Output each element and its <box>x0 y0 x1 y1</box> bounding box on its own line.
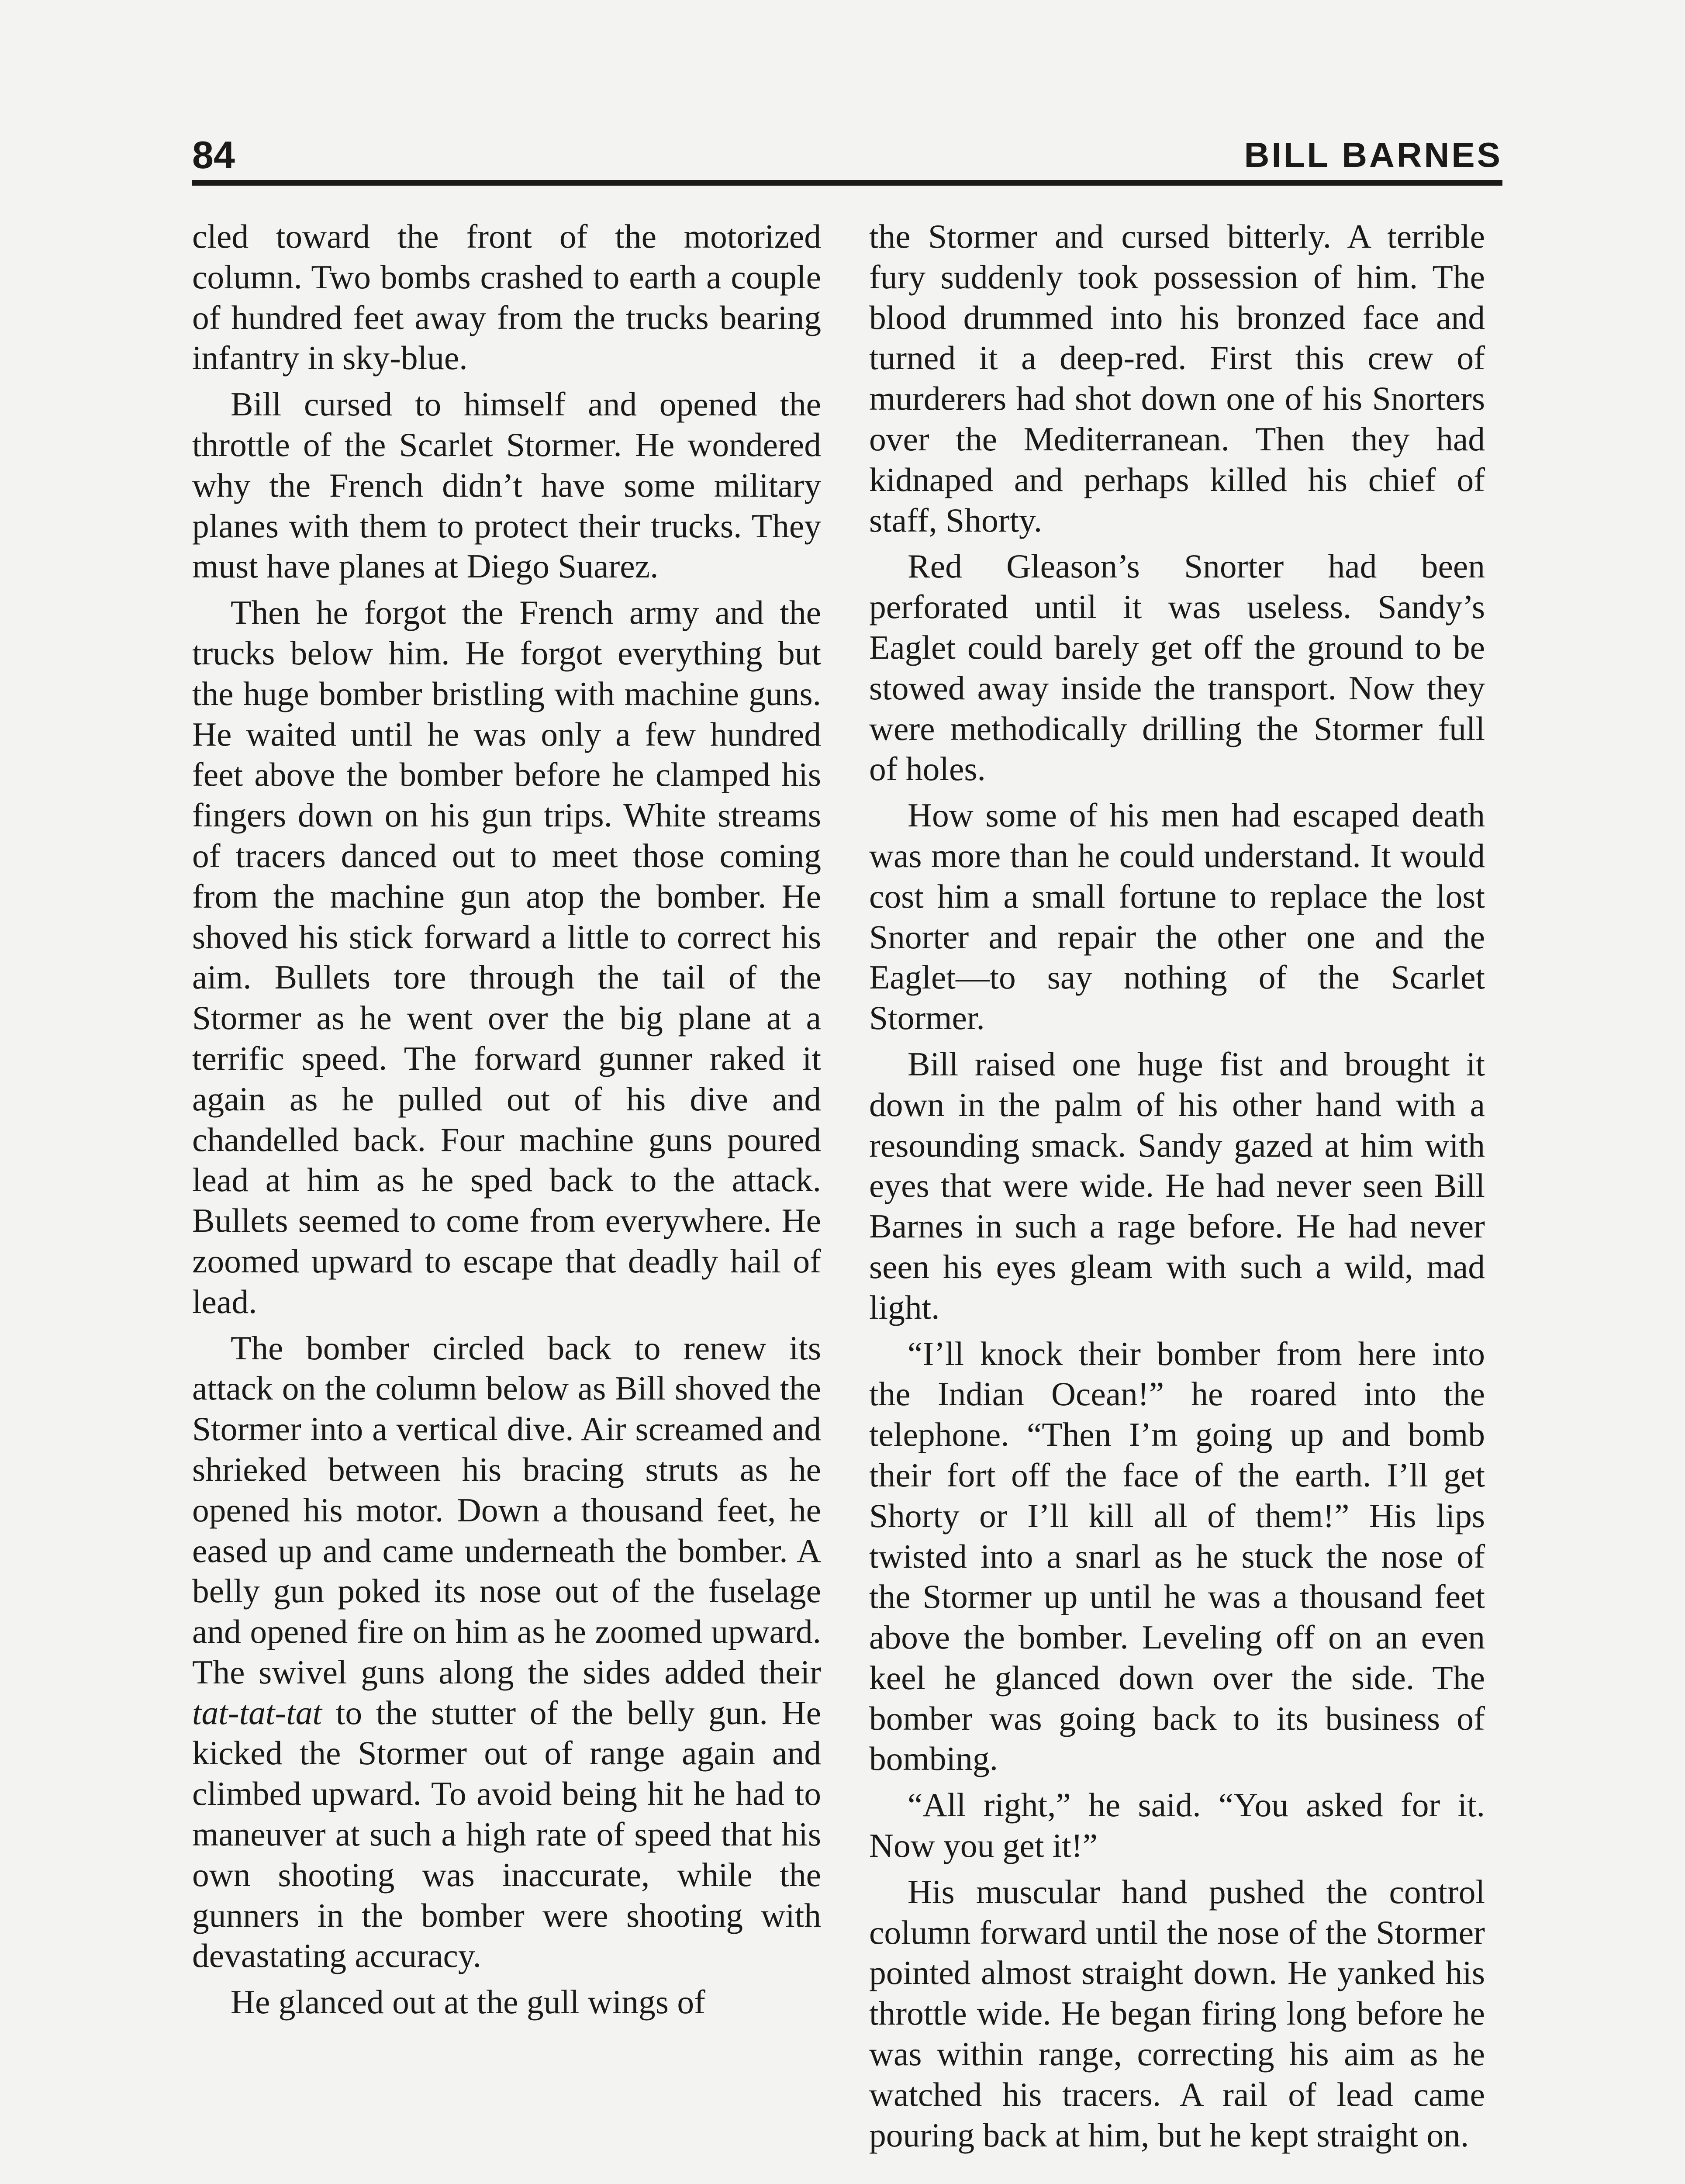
paragraph: Red Gleason’s Snorter had been perforated until it was useless. Sandy’s Eaglet could barely get off the ground to be stowed away inside the transport. Now they were methodically drilling the Stormer full of holes. <box>869 547 1485 788</box>
header-rule <box>192 180 1502 186</box>
running-head: BILL BARNES <box>1244 135 1502 174</box>
paragraph: He glanced out at the gull wings of <box>231 1983 705 2021</box>
paragraph: Bill cursed to himself and opened the throttle of the Scarlet Stormer. He wondered why the French didn’t have some military planes with them to protect their trucks. They must have planes at Diego Suarez. <box>192 385 821 585</box>
paragraph: “I’ll knock their bomber from here into the Indian Ocean!” he roared into the telephone. “Then I’m going up and bomb their fort off the face of the earth. I’ll get Shorty or I’ll kill all of them!” His lips twisted into a snarl as he stuck the nose of the Stormer up until he was a thousand feet above the bomber. Leveling off on an even keel he glanced down over the side. The bomber was going back to its business of bombing. <box>869 1334 1485 1778</box>
paragraph-text: The bomber circled back to renew its attack on the column below as Bill shoved the Stormer into a vertical dive. Air screamed and shrieked between his bracing struts as he opened his motor. Down a thousand feet, he eased up and came underneath the bomber. A belly gun poked its nose out of the fuselage and opened fire on him as he zoomed upward. The swivel guns along the sides added their <box>192 1329 821 1691</box>
page-number: 84 <box>192 133 235 176</box>
paragraph: “All right,” he said. “You asked for it. Now you get it!” <box>869 1786 1485 1865</box>
paragraph: His muscular hand pushed the control column forward until the nose of the Stormer pointed almost straight down. He yanked his throttle wide. He began firing long before he was within range, correcting his aim as he watched his tracers. A rail of lead came pouring back at him, but he kept straight on. <box>869 1873 1485 2154</box>
paragraph: the Stormer and cursed bitterly. A terrible fury suddenly took possession of him. The blood drummed into his bronzed face and turned it a deep-red. First this crew of murderers had shot down one of his Snorters over the Mediterranean. Then they had kidnaped and perhaps killed his chief of staff, Shorty. <box>869 218 1485 539</box>
right-column <box>869 216 1485 2161</box>
paragraph-text: to the stutter of the belly gun. He kicked the Stormer out of range again and climbed upward. To avoid being hit he had to maneuver at such a high rate of speed that his own shooting was inaccurate, while the gunners in the bomber were shooting with devastating accuracy. <box>192 1693 821 1975</box>
italic-sound-effect: tat-tat-tat <box>192 1693 322 1731</box>
paragraph <box>192 1328 821 1977</box>
paragraph: cled toward the front of the motorized column. Two bombs crashed to earth a couple of hundred feet away from the trucks bearing infantry in sky-blue. <box>192 218 821 377</box>
left-column <box>192 216 821 2028</box>
paragraph: Then he forgot the French army and the trucks below him. He forgot everything but the huge bomber bristling with machine guns. He waited until he was only a few hundred feet above the bomber before he clamped his fingers down on his gun trips. White streams of tracers danced out to meet those coming from the machine gun atop the bomber. He shoved his stick forward a little to correct his aim. Bullets tore through the tail of the Stormer as he went over the big plane at a terrific speed. The forward gunner raked it again as he pulled out of his dive and chandelled back. Four machine guns poured lead at him as he sped back to the attack. Bullets seemed to come from everywhere. He zoomed upward to escape that deadly hail of lead. <box>192 594 821 1320</box>
paragraph: How some of his men had escaped death was more than he could understand. It would cost him a small fortune to replace the lost Snorter and repair the other one and the Eaglet—to say nothing of the Scarlet Stormer. <box>869 796 1485 1037</box>
paragraph: Bill raised one huge fist and brought it down in the palm of his other hand with a resounding smack. Sandy gazed at him with eyes that were wide. He had never seen Bill Barnes in such a rage before. He had never seen his eyes gleam with such a wild, mad light. <box>869 1045 1485 1326</box>
page-header <box>192 131 1502 183</box>
